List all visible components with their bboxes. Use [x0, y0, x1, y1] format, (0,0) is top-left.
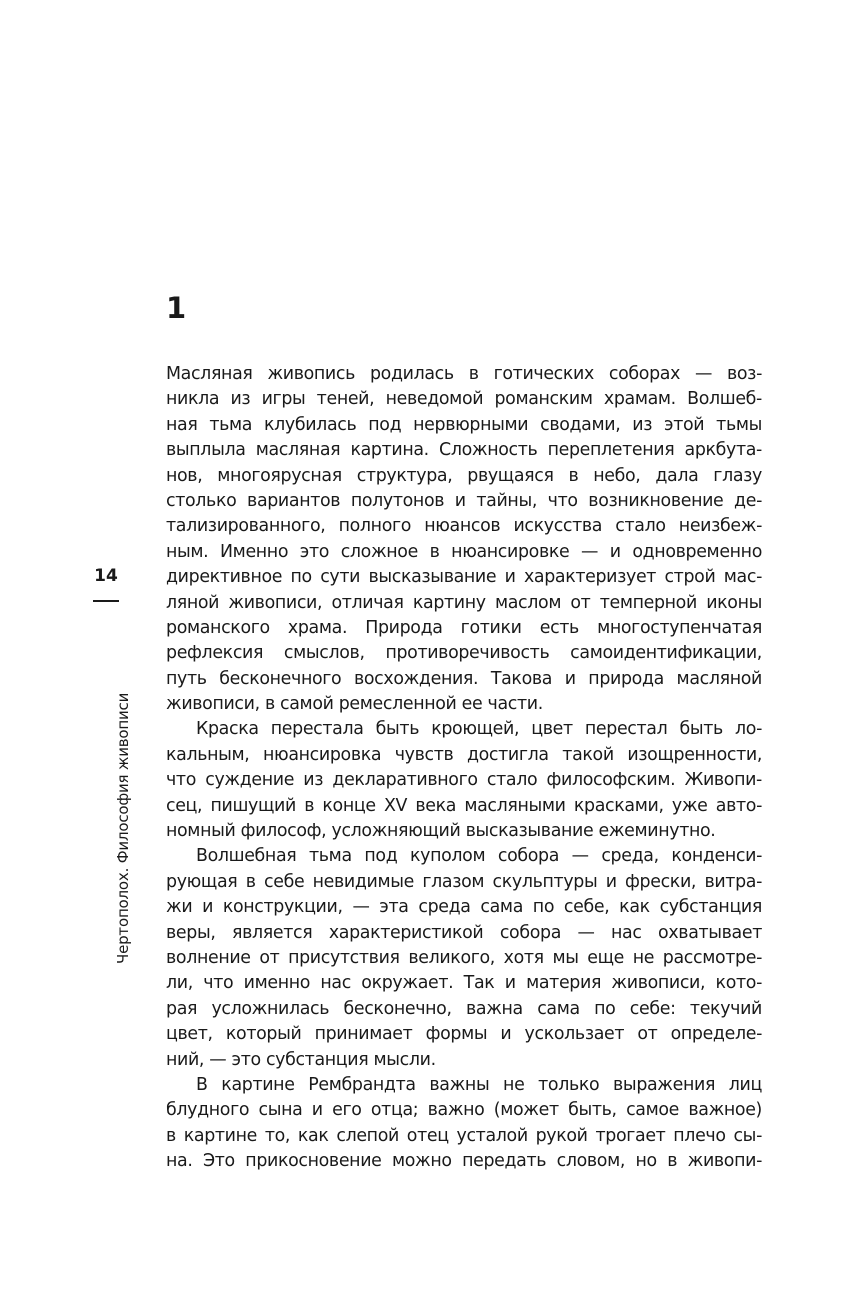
text-line: В картине Рембрандта важны не только выражения лиц — [196, 1074, 762, 1095]
text-line: в картине то, как слепой отец усталой рукой трогает плечо сы- — [166, 1125, 762, 1146]
paragraph — [166, 362, 762, 717]
paragraph — [166, 717, 762, 844]
text-line: ли, что именно нас окружает. Так и материя живописи, кото- — [166, 973, 762, 994]
running-title: Чертополох. Философия живописи — [114, 692, 132, 964]
text-line: цвет, который принимает формы и ускользает от определе- — [166, 1024, 762, 1045]
text-line: нов, многоярусная структура, рвущаяся в небо, дала глазу — [166, 465, 762, 486]
text-line: никла из игры теней, неведомой романским храмам. Волшеб- — [166, 389, 762, 410]
text-line: кальным, нюансировка чувств достигла такой изощренности, — [166, 744, 762, 765]
text-line: Волшебная тьма под куполом собора — среда, конденси- — [196, 846, 762, 867]
text-line: ная тьма клубилась под нервюрными сводами, из этой тьмы — [166, 414, 762, 435]
text-line: ний, — это субстанция мысли. — [166, 1049, 436, 1070]
text-line: рефлексия смыслов, противоречивость самоидентификации, — [166, 643, 762, 664]
text-line: номный философ, усложняющий высказывание ежеминутно. — [166, 821, 716, 842]
text-line: живописи, в самой ремесленной ее части. — [166, 694, 543, 715]
text-line: ляной живописи, отличая картину маслом от темперной иконы — [166, 592, 762, 613]
text-line: жи и конструкции, — эта среда сама по себе, как субстанция — [166, 897, 762, 918]
text-line: веры, является характеристикой собора — нас охватывает — [166, 922, 762, 943]
margin-divider — [93, 600, 119, 602]
text-line: романского храма. Природа готики есть многоступенчатая — [166, 617, 762, 638]
chapter-number: 1 — [166, 291, 187, 325]
paragraph — [166, 844, 762, 1073]
text-line: рая усложнилась бесконечно, важна сама по себе: текучий — [166, 998, 762, 1019]
text-line: Краска перестала быть кроющей, цвет перестал быть ло- — [196, 719, 762, 740]
text-line: выплыла масляная картина. Сложность переплетения аркбута- — [166, 440, 762, 461]
text-line: что суждение из декларативного стало философским. Живопи- — [166, 770, 762, 791]
text-line: директивное по сути высказывание и характеризует строй мас- — [166, 567, 762, 588]
text-line: столько вариантов полутонов и тайны, что возникновение де- — [166, 490, 762, 511]
text-line: блудного сына и его отца; важно (может быть, самое важное) — [166, 1100, 762, 1121]
text-line: рующая в себе невидимые глазом скульптуры и фрески, витра- — [166, 871, 762, 892]
text-line: сец, пишущий в конце XV века масляными красками, уже авто- — [166, 795, 762, 816]
text-line: путь бесконечного восхождения. Такова и природа масляной — [166, 668, 762, 689]
text-line: ным. Именно это сложное в нюансировке — и одновременно — [166, 541, 762, 562]
text-line: тализированного, полного нюансов искусства стало неизбеж- — [166, 516, 762, 537]
text-line: волнение от присутствия великого, хотя мы еще не рассмотре- — [166, 947, 762, 968]
text-line: Масляная живопись родилась в готических соборах — воз- — [166, 364, 762, 384]
body-text — [166, 362, 762, 1175]
text-line: на. Это прикосновение можно передать словом, но в живопи- — [166, 1151, 762, 1172]
paragraph — [166, 1073, 762, 1175]
page-number: 14 — [94, 566, 118, 586]
